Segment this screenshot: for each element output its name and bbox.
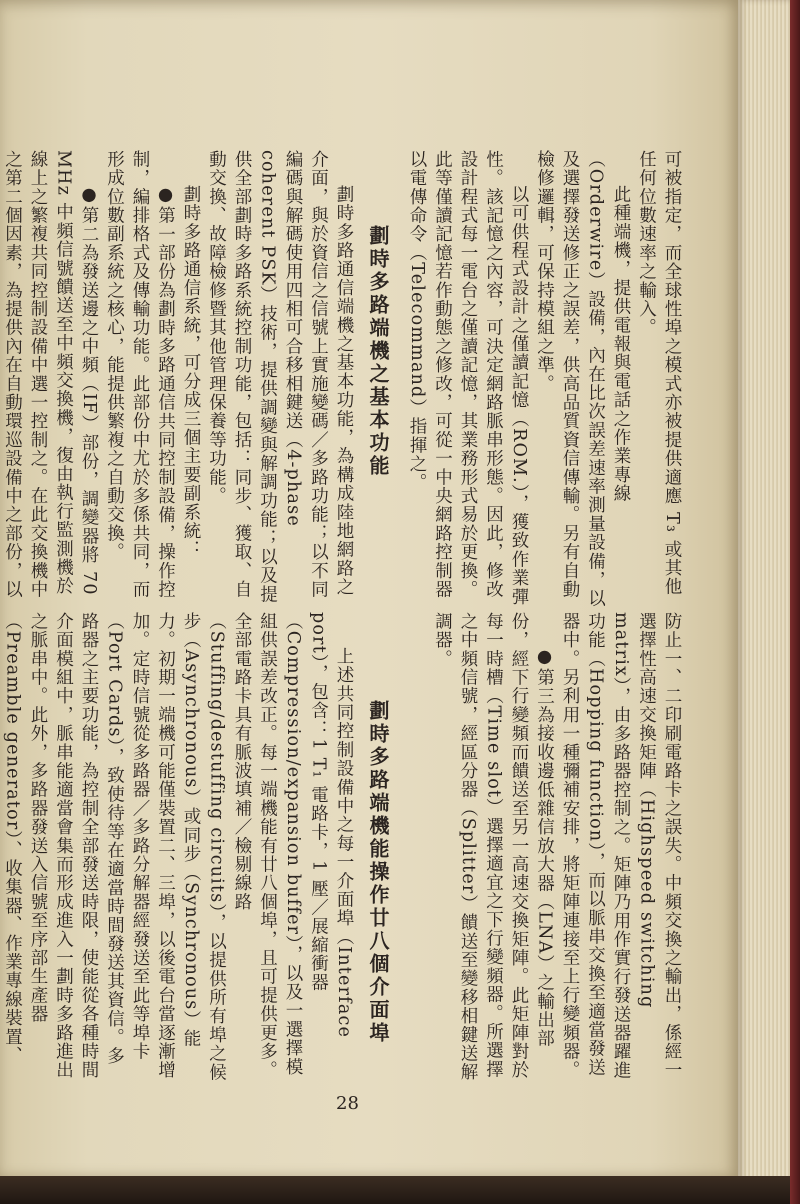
paragraph-basic-functions: 劃時多路通信端機之基本功能，為構成陸地網路之介面，與於資信之信號上實施變碼／多路功能；以不同編碼與解碼使用四相可合移相鍵送（4-phase coherent PSK）技術，提供調變與解調功能；以及提供全部劃時多路系統控制功能，包括：同步、獲取、自動交換、故障檢修暨其他管理保養等功能。: [206, 150, 354, 604]
page-edges: [738, 0, 790, 1188]
section-heading-basic-functions: 劃時多路端機之基本功能: [366, 225, 390, 478]
paragraph-switching-matrix: 防止一、二印刷電路卡之誤失。中頻交換之輸出，係經一選擇性高速交換矩陣（Highspeed switching matrix），由多路器控制之。矩陣乃用作實行發送器躍進功能（Hopping function），而以脈串交換至適當發送器中。另利用一種彌補安排，將矩陣連接至上行變頻器。: [560, 612, 682, 1080]
paragraph-rom: 以可供程式設計之僅讀記憶（ROM.），獲致作業彈性。該記憶之內容，可決定網路脈串形態。因此，修改設計程式每一電台之僅讀記憶，其業務形式易於更換。此等僅讀記憶若作動態之修改，可從一中央網路控制器以電傳命令（Telecommand）指揮之。: [407, 150, 529, 607]
top-right-text-block: [392, 150, 684, 610]
continuation-paragraph: 可被指定，而全球性埠之模式亦被提供適應 T₃ 或其他任何位數速率之輸入。: [636, 150, 682, 597]
paragraph-second-part: ●第二為發送邊之中頻（IF）部份，調變器將 70 MHz 中頻信號饋送至中頻交換機，復由執行監測機於線上之繁複共同控制設備中選一控制之。在此交換機中之第二個因素，為提供內在自動環巡設備中之部份，以: [2, 150, 99, 599]
paragraph-orderwire: 此種端機，提供電報與電話之作業專線（Orderwire）設備，內在比次誤差速率測量設備，以及選擇發送修正之誤差，供高品質資信傳輸。另有自動檢修邏輯，可保持模組之準。: [534, 150, 631, 609]
paragraph-third-part: ●第三為接收邊低雜信放大器（LNA）之輸出部份，經下行變頻而饋送至另一高速交換矩陣。此矩陣對於每一時槽（Time slot）選擇適宜之下行變頻器。所選擇之中頻信號，經區分器（Splitter）饋送至變移相鍵送解調器。: [432, 612, 555, 1082]
bottom-left-text-block: [2, 612, 356, 1082]
paragraph-interface-ports: 上述共同控制設備中之每一介面埠（Interface port），包含：1 T₁ 電路卡，1 壓／展縮衝器（Compression/expansion buffer），以及一選擇模組供誤差改正。每一端機能有廿八個埠，且可提供更多。全部電路卡具有脈波填補／檢剔線路（Stuffing/destuffing circuits），以提供所有埠之候步（Asynchronous）或同步（Synchronous）能力。初期一端機可能僅裝置二、三埠，以後電台當逐漸增加。定時信號從多路器／多路分解器經發送至此等埠卡（Port Cards），致使待等在適當時間發送其資信。多路器之主要功能，為控制全部發送時限，使能從各種時間介面模組中，脈串能適當會集而形成進入一劃時多路進出之脈串中。此外，多路器發送入信號至序部生產器（Preamble generator）、收集器、作業專線裝置、: [2, 612, 354, 1082]
paragraph-first-part: ●第一部份為劃時多路通信共同控制設備，操作控制，編排格式及傳輸功能。此部份中尤於多係共同，而形成位數副系統之核心，能提供繁複之自動交換。: [104, 150, 176, 599]
page-number: 28: [336, 1093, 359, 1114]
top-left-text-block: [2, 150, 356, 610]
bottom-right-text-block: [406, 612, 684, 1082]
section-heading-interface-ports: 劃時多路端機能操作廿八個介面埠: [366, 700, 390, 1045]
book-cover-edge: [790, 0, 800, 1204]
book-bottom-shadow: [0, 1176, 790, 1204]
paragraph-subsystems: 劃時多路通信系統，可分成三個主要副系統：: [181, 185, 201, 559]
